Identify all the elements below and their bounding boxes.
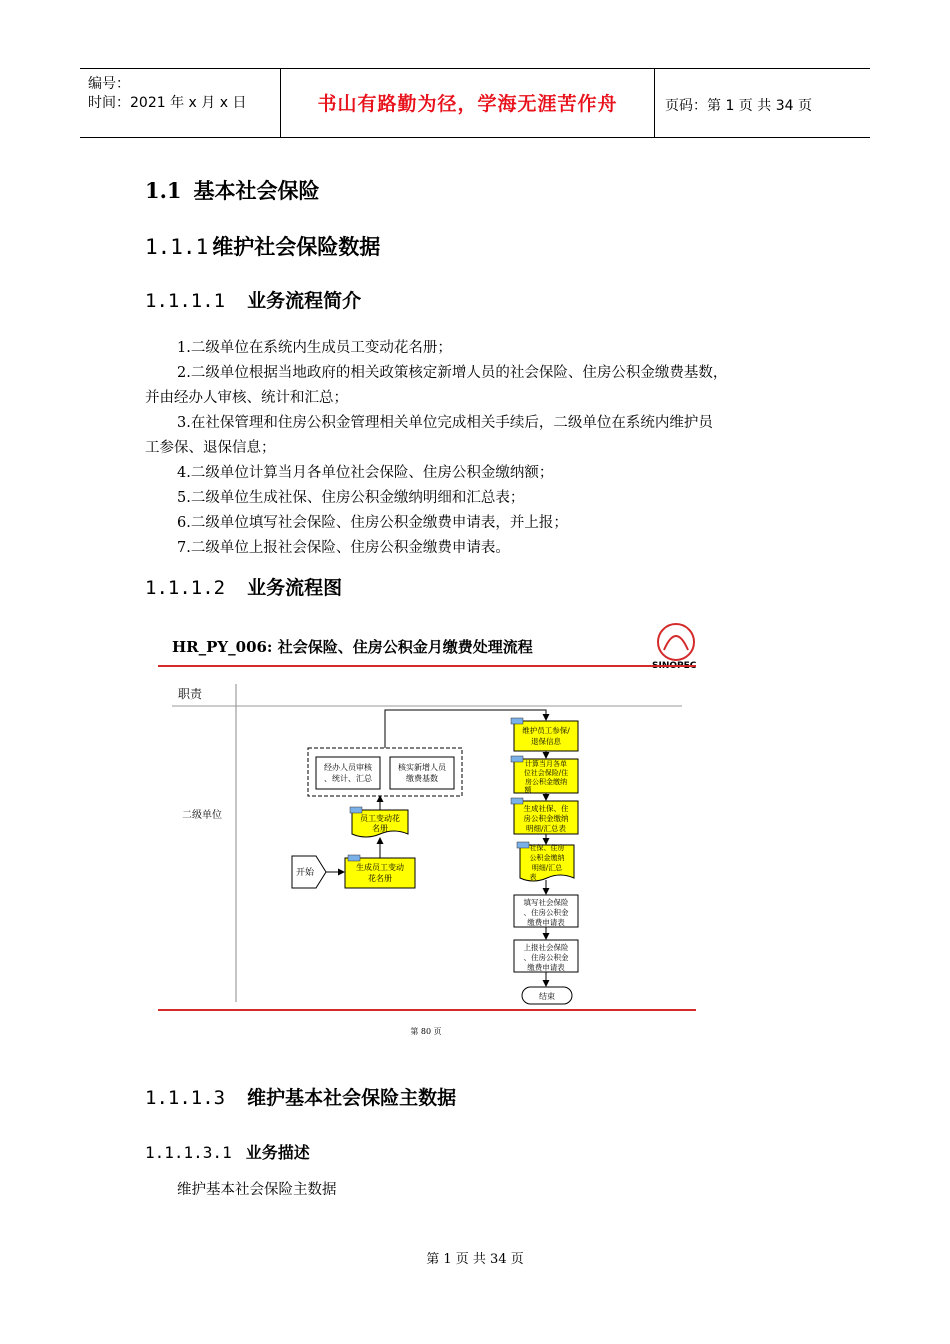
generate-roster-box [345,855,415,888]
heading-number: 1.1.1 [145,235,209,259]
maintain-insurance-box [511,718,578,751]
svg-text:核实新增人员: 核实新增人员 [398,763,446,772]
calculate-payment-box [511,756,578,794]
svg-text:花名册: 花名册 [368,874,392,883]
heading-number: 1.1.1.3 [145,1087,226,1109]
review-box [316,757,380,789]
verify-base-box [390,757,454,789]
report-application-box [514,940,578,972]
svg-text:、住房公积金: 、住房公积金 [523,953,569,962]
lane-label: 二级单位 [182,810,222,821]
process-flowchart [152,616,700,1042]
svg-text:、统计、汇总: 、统计、汇总 [324,774,372,783]
heading-1-1-1-1 [145,286,361,313]
svg-text:填写社会保险: 填写社会保险 [523,898,569,907]
heading-title: 业务流程图 [247,577,343,599]
generate-detail-box [511,798,578,834]
heading-1-1-1-2 [145,573,342,600]
svg-text:房公积金缴纳: 房公积金缴纳 [523,814,569,823]
svg-text:员工变动花: 员工变动花 [360,814,400,823]
svg-text:生成员工变动: 生成员工变动 [356,863,404,872]
start-node [292,856,326,888]
svg-text:开始: 开始 [296,868,315,878]
svg-text:缴费申请表: 缴费申请表 [527,918,565,927]
svg-text:、住房公积金: 、住房公积金 [523,908,569,917]
svg-text:SINOPEC: SINOPEC [652,661,697,671]
svg-text:公积金缴纳: 公积金缴纳 [529,854,565,862]
heading-1-1-1 [145,231,380,261]
heading-1-1-1-3-1 [145,1140,310,1163]
svg-text:位社会保险/住: 位社会保险/住 [523,769,569,777]
heading-title: 基本社会保险 [193,179,320,203]
process-steps [145,336,835,561]
svg-text:社保、住房: 社保、住房 [529,844,565,852]
heading-number: 1.1.1.1 [145,290,226,312]
svg-text:表: 表 [529,873,537,881]
step-line: 5.二级单位生成社保、住房公积金缴纳明细和汇总表； [177,490,525,506]
end-node [522,987,572,1004]
detail-document [517,842,574,881]
header-page-cell [655,69,870,137]
fill-application-box [514,895,578,927]
business-description: 维护基本社会保险主数据 [177,1182,337,1198]
svg-text:明细/汇总表: 明细/汇总表 [525,824,567,833]
svg-text:房公积金缴纳: 房公积金缴纳 [525,778,567,786]
svg-text:缴费申请表: 缴费申请表 [527,963,565,972]
sinopec-logo [652,624,697,671]
step-line: 6.二级单位填写社会保险、住房公积金缴费申请表，并上报； [177,515,568,531]
svg-text:名册: 名册 [372,824,388,833]
time-label: 时间：2021 年 x 月 x 日 [88,95,247,111]
svg-text:明细/汇总: 明细/汇总 [531,864,563,872]
heading-title: 维护基本社会保险主数据 [247,1087,457,1109]
svg-text:缴费基数: 缴费基数 [406,774,438,783]
heading-1-1 [145,175,320,205]
heading-number: 1.1 [145,178,182,203]
svg-text:额: 额 [524,786,532,794]
step-line: 2.二级单位根据当地政府的相关政策核定新增人员的社会保险、住房公积金缴费基数， [177,365,728,381]
svg-text:计算当月各单: 计算当月各单 [525,760,567,768]
svg-text:生成社保、住: 生成社保、住 [523,804,569,813]
heading-title: 维护社会保险数据 [212,235,381,259]
flowchart-title: HR_PY_006: 社会保险、住房公积金月缴费处理流程 [172,638,533,656]
roster-document [350,807,408,837]
page-footer: 第 1 页 共 34 页 [426,1252,524,1267]
step-line: 工参保、退保信息； [145,440,276,456]
svg-text:结束: 结束 [539,992,555,1001]
svg-text:退保信息: 退保信息 [531,737,561,746]
header-motto-cell [281,69,655,137]
heading-1-1-1-3 [145,1083,456,1110]
heading-number: 1.1.1.2 [145,577,226,599]
flowchart-page-note: 第 80 页 [410,1027,442,1036]
heading-title: 业务流程简介 [247,290,362,312]
code-label: 编号： [88,76,130,92]
svg-text:维护员工参保/: 维护员工参保/ [522,726,570,735]
motto: 书山有路勤为径，学海无涯苦作舟 [317,93,618,115]
document-header [80,68,870,138]
step-line: 1.二级单位在系统内生成员工变动花名册； [177,340,452,356]
step-line: 3.在社保管理和住房公积金管理相关单位完成相关手续后，二级单位在系统内维护员 [177,415,713,431]
step-line: 并由经办人审核、统计和汇总； [145,390,348,406]
heading-number: 1.1.1.3.1 [145,1143,232,1162]
svg-text:上报社会保险: 上报社会保险 [523,943,569,952]
lane-header: 职责 [178,687,203,701]
page-label: 页码：第 1 页 共 34 页 [665,98,812,114]
header-info-cell [80,69,281,137]
step-line: 4.二级单位计算当月各单位社会保险、住房公积金缴纳额； [177,465,554,481]
heading-title: 业务描述 [245,1143,310,1162]
step-line: 7.二级单位上报社会保险、住房公积金缴费申请表。 [177,540,510,556]
svg-text:经办人员审核: 经办人员审核 [324,763,372,772]
